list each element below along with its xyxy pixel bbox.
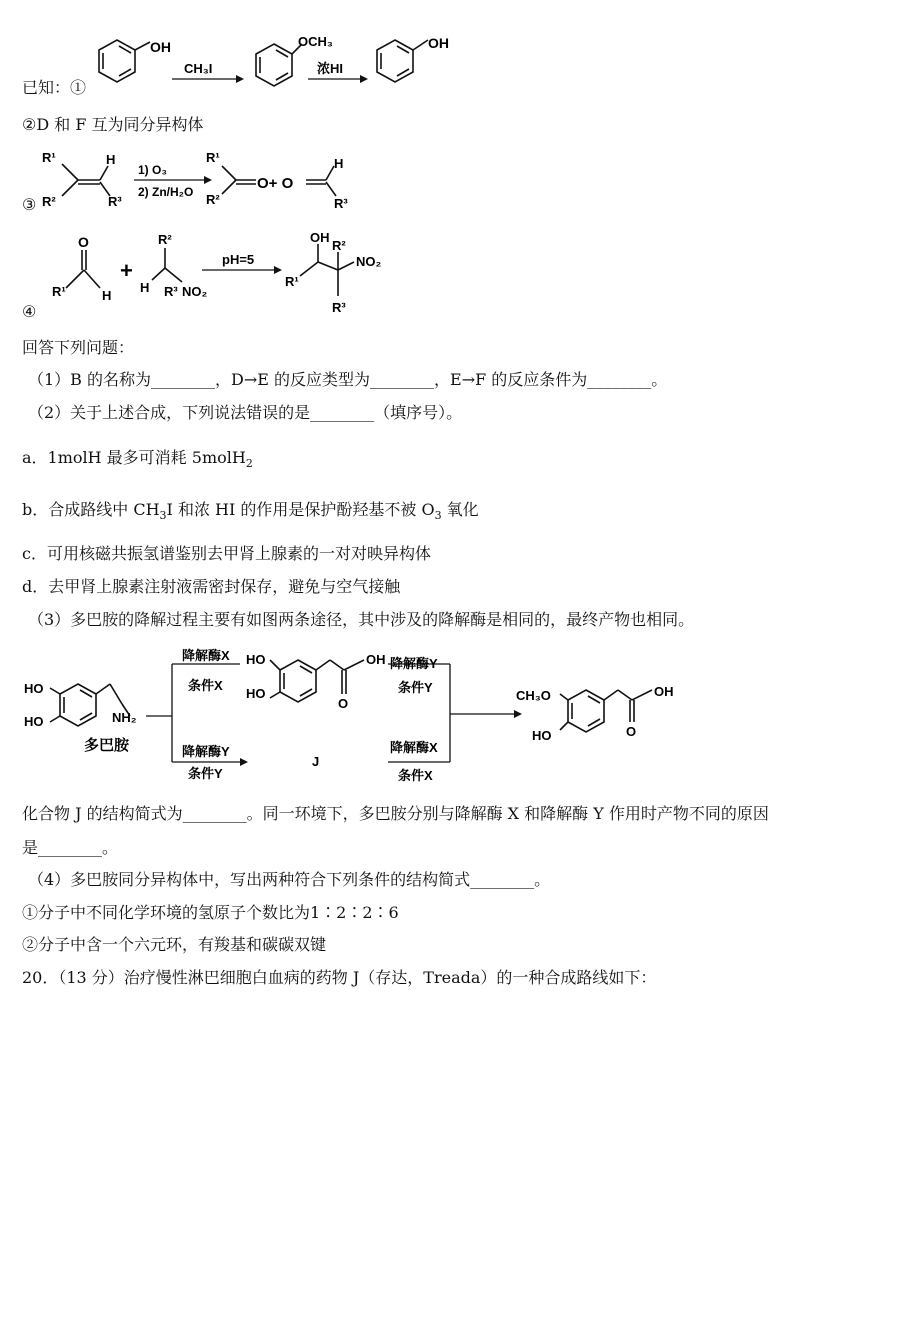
- product-no2: NO₂: [356, 254, 382, 269]
- ketone-r1: R¹: [206, 150, 220, 165]
- r1cho-r1: R¹: [52, 284, 66, 299]
- nitro-h: H: [140, 280, 150, 295]
- dopamine-ho-1: HO: [24, 681, 44, 696]
- r1cho-h: H: [102, 288, 112, 303]
- anisole-och3: OCH₃: [298, 34, 333, 49]
- dopac-ho-1: HO: [246, 652, 266, 667]
- aldehyde-r3: R³: [334, 196, 348, 211]
- right-top-enzyme-y: 降解酶Y: [390, 656, 438, 671]
- question-3: （3）多巴胺的降解过程主要有如图两条途径，其中涉及的降解酶是相同的，最终产物也相同。: [28, 610, 695, 629]
- product-r2: R²: [332, 238, 346, 253]
- dopamine-name: 多巴胺: [84, 737, 130, 754]
- question-3-line-2: 是________。: [22, 838, 119, 857]
- hva-oh: OH: [654, 684, 674, 699]
- reagent-hi: 浓HI: [317, 61, 344, 76]
- nitro-r2: R²: [158, 232, 172, 247]
- question-1: （1）B 的名称为________，D→E 的反应类型为________，E→F 的反应条件为________。: [28, 370, 668, 389]
- product-oh: OH: [428, 35, 449, 51]
- hva-ho: HO: [532, 728, 552, 743]
- product-r3: R³: [332, 300, 346, 315]
- products-mid: O+ O: [257, 175, 294, 192]
- dopamine-ho-2: HO: [24, 714, 44, 729]
- condition-1: ①分子中不同化学环境的氢原子个数比为1∶2∶2∶6: [22, 903, 399, 922]
- bottom-enzyme-y: 降解酶Y: [182, 744, 230, 759]
- compound-j: J: [312, 754, 320, 769]
- nitro-r3: R³: [164, 284, 178, 299]
- alkene-h: H: [106, 152, 116, 167]
- questions-intro: 回答下列问题：: [22, 338, 135, 357]
- top-enzyme-x: 降解酶X: [182, 648, 230, 663]
- right-bottom-cond-x: 条件X: [398, 768, 433, 783]
- hva-structure: [560, 690, 652, 732]
- aldehyde-h: H: [334, 156, 344, 171]
- svg-text:+: +: [120, 258, 133, 283]
- question-3-line-1: 化合物 J 的结构简式为________。同一环境下，多巴胺分别与降解酶 X 和降解酶 Y 作用时产物不同的原因: [22, 804, 769, 823]
- alkene-r1: R¹: [42, 150, 56, 165]
- reagent-ch3i: CH₃I: [184, 61, 213, 76]
- dopac-ho-2: HO: [246, 686, 266, 701]
- question-20: 20．（13 分）治疗慢性淋巴细胞白血病的药物 J（存达，Treada）的一种合成路线如下：: [22, 968, 657, 987]
- condition-2: ②分子中含一个六元环，有羧基和碳碳双键: [22, 935, 327, 954]
- known-item-3-num: ③: [22, 195, 37, 214]
- cond-ph5: pH=5: [222, 252, 255, 267]
- question-2: （2）关于上述合成，下列说法错误的是________（填序号）。: [28, 403, 463, 422]
- alkene-r2: R²: [42, 194, 56, 209]
- option-b: b．合成路线中 $CH_3I$ 和浓 HI 的作用是保护酚羟基不被 $O_3$ 氧化: [22, 500, 479, 523]
- dopamine-nh2: NH₂: [112, 710, 137, 725]
- ketone-r2: R²: [206, 192, 220, 207]
- option-a: a．1molH 最多可消耗 5molH$_2$: [22, 448, 253, 471]
- nitro-no2: NO₂: [182, 284, 208, 299]
- known-prefix: 已知：①: [22, 78, 87, 97]
- top-cond-x: 条件X: [188, 678, 223, 693]
- hva-o: O: [626, 724, 637, 739]
- known-item-2: ②D 和 F 互为同分异构体: [22, 115, 204, 134]
- right-top-cond-y: 条件Y: [398, 680, 433, 695]
- bottom-cond-y: 条件Y: [188, 766, 223, 781]
- ozonolysis-cond-1: 1) O₃: [138, 163, 167, 177]
- option-d: d．去甲肾上腺素注射液需密封保存，避免与空气接触: [22, 577, 401, 596]
- r1cho-o: O: [78, 234, 89, 250]
- alkene-r3: R³: [108, 194, 122, 209]
- known-item-4-num: ④: [22, 302, 37, 321]
- product-r1: R¹: [285, 274, 299, 289]
- hva-ch3o: CH₃O: [516, 688, 551, 703]
- ozonolysis-cond-2: 2) Zn/H₂O: [138, 185, 194, 199]
- question-4: （4）多巴胺同分异构体中，写出两种符合下列条件的结构简式________。: [28, 870, 551, 889]
- dopac-o: O: [338, 696, 349, 711]
- right-bottom-enzyme-x: 降解酶X: [390, 740, 438, 755]
- dopac-oh: OH: [366, 652, 386, 667]
- product-oh4: OH: [310, 230, 330, 245]
- option-c: c．可用核磁共振氢谱鉴别去甲肾上腺素的一对对映异构体: [22, 544, 431, 563]
- dopac-structure: [270, 660, 364, 702]
- phenol-oh: OH: [150, 39, 171, 55]
